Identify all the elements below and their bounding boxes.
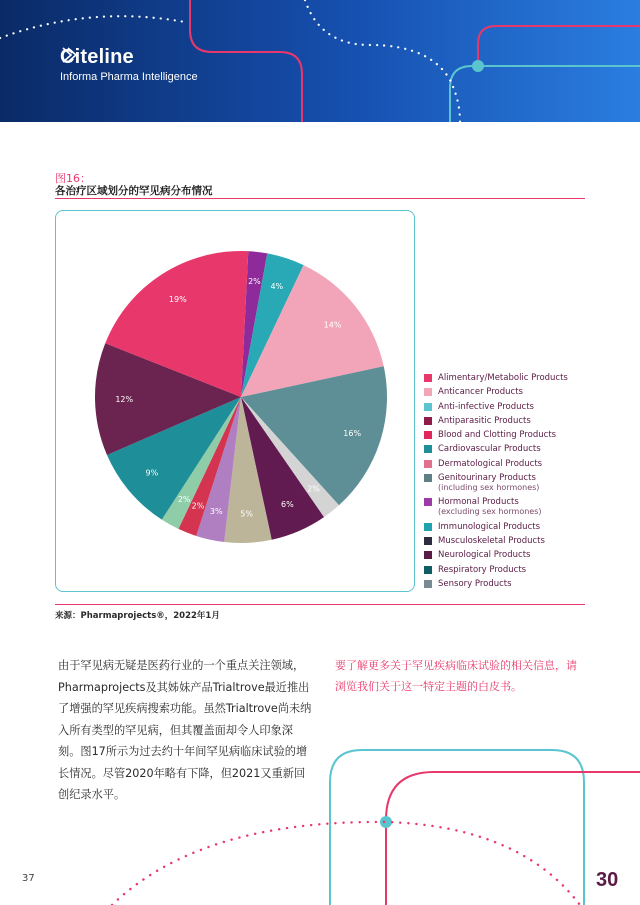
- legend-swatch: [424, 474, 432, 482]
- legend-swatch: [424, 580, 432, 588]
- legend-item: [424, 402, 624, 412]
- chevron-logo-icon: [60, 46, 78, 64]
- source-note: 来源：Pharmaprojects®，2022年1月: [55, 611, 220, 621]
- brand: [60, 46, 198, 83]
- chart-legend: [424, 373, 624, 593]
- pie-chart: [56, 211, 414, 591]
- legend-item: [424, 497, 624, 517]
- legend-label: Anti-infective Products: [438, 401, 534, 412]
- legend-label: Musculoskeletal Products: [438, 535, 545, 546]
- legend-item: [424, 565, 624, 575]
- chart-frame: [55, 210, 415, 592]
- legend-label: Neurological Products: [438, 550, 531, 561]
- anniversary-logo-text: 30: [596, 869, 619, 890]
- legend-label: Dermatological Products: [438, 458, 543, 469]
- legend-label: Cardiovascular Products: [438, 444, 541, 455]
- header-banner: [0, 0, 640, 122]
- legend-label: Anticancer Products: [438, 387, 523, 398]
- legend-swatch: [424, 374, 432, 382]
- legend-sublabel: (excluding sex hormones): [438, 507, 542, 517]
- pie-label: 6%: [281, 500, 294, 510]
- legend-label: Hormonal Products: [438, 497, 519, 508]
- page-number: 37: [22, 873, 35, 884]
- legend-item: [424, 387, 624, 397]
- legend-swatch: [424, 551, 432, 559]
- legend-item: [424, 579, 624, 589]
- figure-divider: [55, 198, 585, 199]
- legend-label: Alimentary/Metabolic Products: [438, 373, 568, 383]
- pie-label: 3%: [209, 507, 223, 517]
- brand-name: Citeline: [60, 46, 134, 68]
- legend-label: Genitourinary Products: [438, 473, 536, 484]
- legend-swatch: [424, 498, 432, 506]
- legend-swatch: [424, 566, 432, 574]
- legend-swatch: [424, 460, 432, 468]
- legend-swatch: [424, 445, 432, 453]
- figure-number: 图16：: [55, 172, 91, 185]
- legend-swatch: [424, 403, 432, 411]
- pie-label: 2%: [248, 276, 261, 286]
- legend-sublabel: (including sex hormones): [438, 483, 540, 493]
- brand-subtitle: Informa Pharma Intelligence: [60, 71, 198, 83]
- pie-label: 14%: [323, 320, 342, 330]
- legend-item: [424, 430, 624, 440]
- pie-label: 4%: [270, 281, 284, 291]
- legend-label: Sensory Products: [438, 578, 512, 589]
- whitepaper-callout[interactable]: 要了解更多关于罕见疾病临床试验的相关信息，请浏览我们关于这一特定主题的白皮书。: [335, 659, 577, 693]
- body-paragraph: 由于罕见病无疑是医药行业的一个重点关注领域，Pharmaprojects及其姊妹产品Trialtrove最近推出了增强的罕见疾病搜索功能。虽然Trialtrove尚未纳入所有类型的罕见病，但其覆盖面却令人印象深刻。图17所示为过去约十年间罕见病临床试验的增长情况。尽管2020年略有下降，但2021又重新回创纪录水平。: [58, 659, 312, 801]
- legend-item: [424, 416, 624, 426]
- pie-label: 9%: [145, 468, 159, 478]
- pie-label: 2%: [177, 495, 191, 505]
- legend-label: Blood and Clotting Products: [438, 430, 557, 441]
- figure-title: 各治疗区域划分的罕见病分布情况: [55, 185, 213, 197]
- legend-item: [424, 459, 624, 469]
- pie-label: 2%: [307, 484, 320, 494]
- legend-item: [424, 550, 624, 560]
- legend-label: Antiparasitic Products: [438, 415, 531, 426]
- anniversary-logo-icon: [596, 868, 630, 890]
- legend-item: [424, 522, 624, 532]
- pie-label: 2%: [191, 501, 205, 511]
- legend-swatch: [424, 523, 432, 531]
- legend-item: [424, 444, 624, 454]
- legend-swatch: [424, 417, 432, 425]
- pie-label: 12%: [115, 394, 134, 404]
- legend-swatch: [424, 537, 432, 545]
- legend-item: [424, 373, 624, 383]
- legend-swatch: [424, 388, 432, 396]
- legend-label: Respiratory Products: [438, 564, 527, 575]
- pie-label: 5%: [240, 509, 253, 519]
- pie-label: 19%: [168, 294, 187, 304]
- legend-label: Immunological Products: [438, 521, 541, 532]
- pie-label: 16%: [343, 428, 362, 438]
- source-divider: [55, 604, 585, 605]
- legend-swatch: [424, 431, 432, 439]
- legend-item: [424, 536, 624, 546]
- legend-item: [424, 473, 624, 493]
